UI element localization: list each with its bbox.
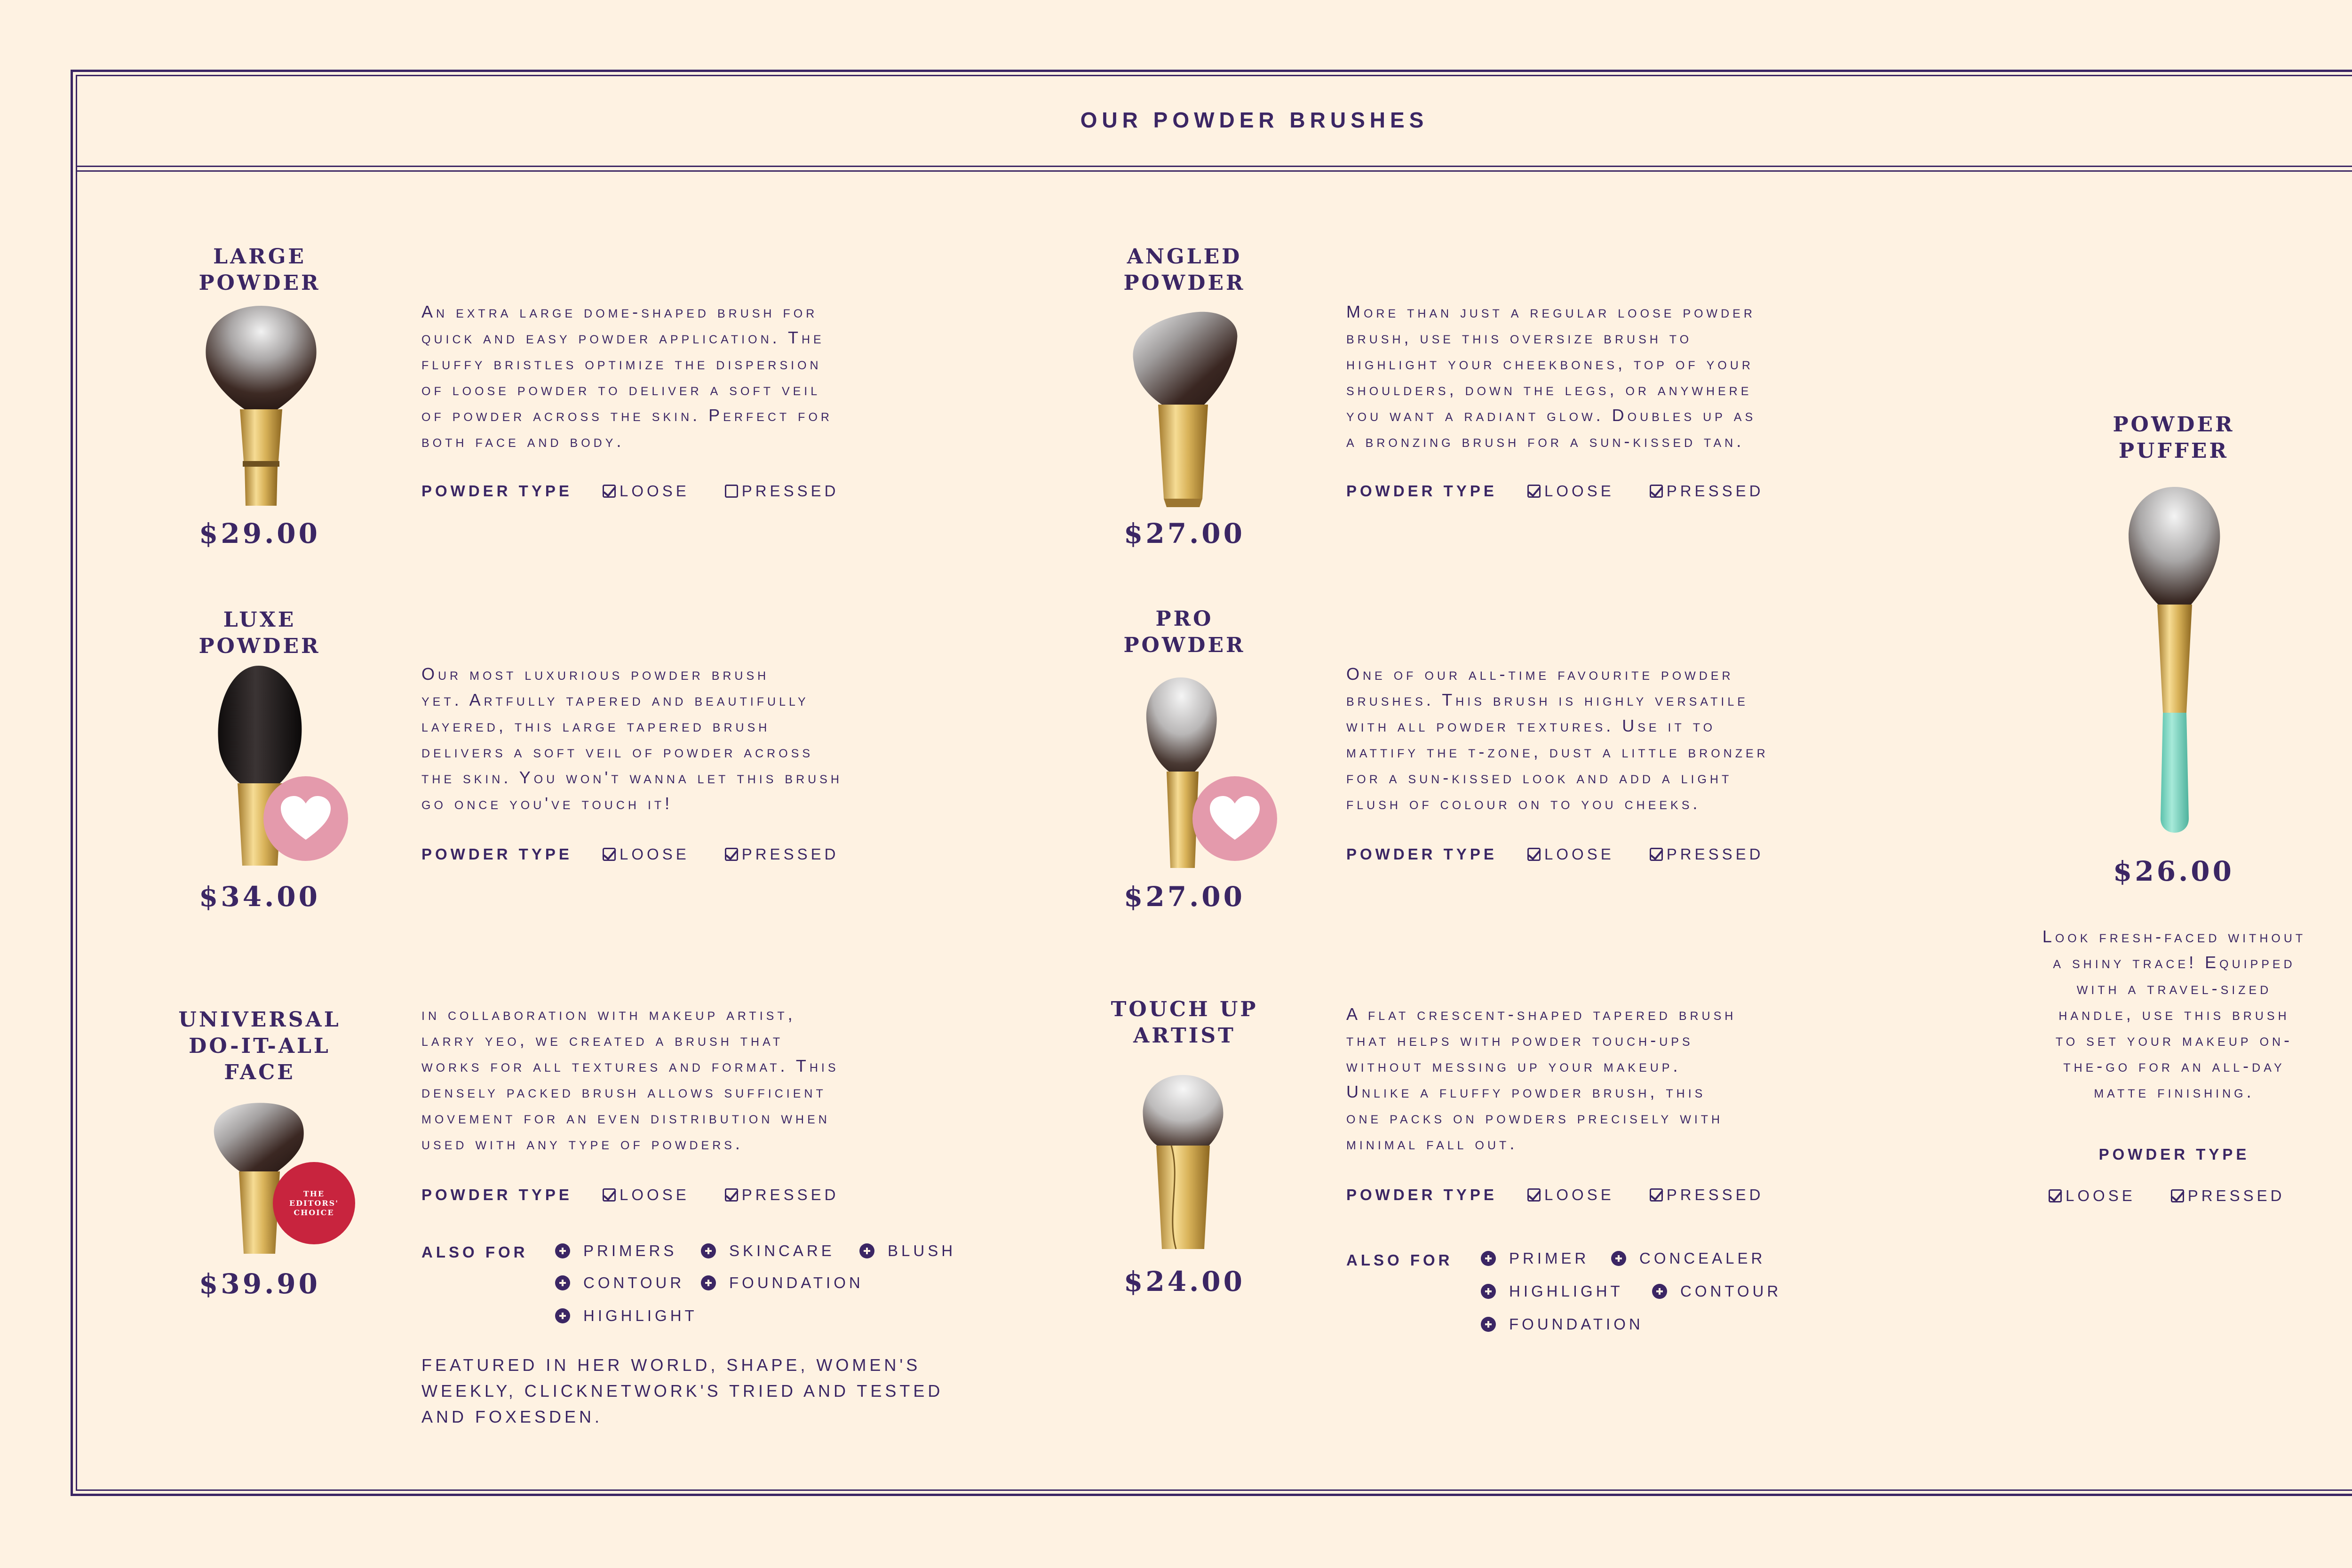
powder-type-label: POWDER TYPE [421, 482, 572, 500]
powder-type-label: POWDER TYPE [2098, 1146, 2250, 1163]
plus-circle-icon [701, 1275, 716, 1290]
header-divider-top [76, 166, 2352, 167]
plus-circle-icon [555, 1275, 570, 1290]
loose-option[interactable]: LOOSE [603, 1186, 690, 1204]
pressed-option[interactable]: PRESSED [1650, 1186, 1764, 1204]
also-for-item[interactable]: PRIMER [1481, 1250, 1589, 1267]
loose-option[interactable]: LOOSE [1527, 845, 1614, 863]
loose-option[interactable]: LOOSE [603, 482, 690, 500]
checkbox-checked-icon[interactable] [2049, 1189, 2062, 1202]
description-touch-up-artist: A flat crescent-shaped tapered brush that helps with powder touch-ups without messing up your makeup. Unlike a fluffy powder brush, this one packs on powders precisely with minimal fall out. [1346, 1004, 1737, 1153]
checkbox-checked-icon[interactable] [1527, 485, 1541, 498]
price-universal-do-it-all-face: $39.90 [199, 1268, 320, 1300]
checkbox-checked-icon[interactable] [1527, 1188, 1541, 1202]
also-for-item[interactable]: FOUNDATION [701, 1274, 864, 1292]
price-angled-powder: $27.00 [1124, 517, 1245, 549]
also-for-item[interactable]: CONTOUR [1652, 1282, 1781, 1300]
powder-type-row-angled-powder [1346, 481, 1799, 501]
featured-in-text: FEATURED IN HER WORLD, SHAPE, WOMEN'S WEEKLY, CLICKNETWORK'S TRIED AND TESTED AND FOXESDEN. [421, 1355, 944, 1426]
powder-type-row-large-powder [421, 481, 874, 501]
powder-type-row-powder-puffer [1981, 1144, 2352, 1165]
powder-type-row-touch-up-artist [1346, 1185, 1799, 1205]
price-large-powder: $29.00 [199, 517, 320, 549]
heart-icon [1209, 795, 1261, 842]
powder-type-label: POWDER TYPE [1346, 845, 1497, 863]
powder-type-row-luxe-powder [421, 844, 874, 865]
also-for-label: ALSO FOR [421, 1243, 528, 1261]
powder-type-row-pro-powder [1346, 844, 1799, 865]
checkbox-checked-icon[interactable] [2171, 1189, 2184, 1202]
also-for-item[interactable]: SKINCARE [701, 1242, 835, 1260]
powder-puffer-brush-image[interactable] [2125, 487, 2224, 835]
loose-option[interactable]: LOOSE [2049, 1187, 2136, 1205]
also-for-item[interactable]: PRIMERS [555, 1242, 677, 1260]
brush-name-touch-up-artist: TOUCH UP ARTIST [1111, 997, 1258, 1048]
plus-circle-icon [701, 1243, 716, 1258]
heart-icon [280, 795, 332, 842]
plus-circle-icon [555, 1308, 570, 1323]
angled-powder-brush-image[interactable] [1129, 310, 1242, 508]
plus-circle-icon [859, 1243, 874, 1258]
description-angled-powder: More than just a regular loose powder brush, use this oversize brush to highlight your cheekbones, top of your shoulders, down the legs, or anywhere you want a radiant glow. Doubles up as a bronzing brush for a sun-kissed tan. [1346, 302, 1756, 451]
loose-option[interactable]: LOOSE [1527, 1186, 1614, 1204]
plus-circle-icon [555, 1243, 570, 1258]
powder-type-label: POWDER TYPE [1346, 482, 1497, 500]
also-for-item[interactable]: BLUSH [859, 1242, 956, 1260]
powder-type-label: POWDER TYPE [421, 1186, 572, 1203]
checkbox-checked-icon[interactable] [1650, 485, 1663, 498]
editors-choice-badge-text: THE EDITORS' CHOICE [289, 1189, 339, 1217]
plus-circle-icon [1652, 1284, 1667, 1299]
checkbox-checked-icon[interactable] [603, 485, 616, 498]
pressed-option[interactable]: PRESSED [725, 845, 839, 863]
pressed-option[interactable]: PRESSED [1650, 845, 1764, 863]
page-title: OUR POWDER BRUSHES [1080, 108, 1429, 132]
touch-up-artist-brush-image[interactable] [1138, 1075, 1228, 1254]
checkbox-checked-icon[interactable] [725, 1188, 738, 1202]
also-for-item[interactable]: CONTOUR [555, 1274, 684, 1292]
checkbox-checked-icon[interactable] [1527, 848, 1541, 861]
pressed-option[interactable]: PRESSED [1650, 482, 1764, 500]
header-divider-bottom [76, 170, 2352, 172]
loose-option[interactable]: LOOSE [603, 845, 690, 863]
also-for-label: ALSO FOR [1346, 1251, 1453, 1269]
powder-type-label: POWDER TYPE [1346, 1186, 1497, 1203]
large-powder-brush-image[interactable] [198, 306, 325, 508]
pressed-option[interactable]: PRESSED [725, 482, 839, 500]
also-for-item[interactable]: HIGHLIGHT [1481, 1282, 1623, 1300]
checkbox-checked-icon[interactable] [603, 848, 616, 861]
checkbox-checked-icon[interactable] [1650, 848, 1663, 861]
brush-name-luxe-powder: LUXE POWDER [199, 608, 321, 658]
plus-circle-icon [1481, 1284, 1496, 1299]
checkbox-checked-icon[interactable] [603, 1188, 616, 1202]
customers-choice-badge [263, 776, 348, 861]
plus-circle-icon [1481, 1251, 1496, 1266]
checkbox-checked-icon[interactable] [725, 848, 738, 861]
description-powder-puffer: Look fresh-faced without a shiny trace! Equipped with a travel-sized handle, use this brush to set your makeup on- the-go for an all-day matte finishing. [2042, 927, 2306, 1101]
brush-name-universal-do-it-all-face: UNIVERSAL DO-IT-ALL FACE [178, 1008, 341, 1084]
brush-name-large-powder: LARGE POWDER [199, 245, 321, 295]
brush-name-angled-powder: ANGLED POWDER [1123, 245, 1246, 295]
description-universal-do-it-all-face: in collaboration with makeup artist, larry yeo, we created a brush that works for all textures and format. This densely packed brush allows sufficient movement for an even distribution when used with any type of powders. [421, 1004, 839, 1153]
price-touch-up-artist: $24.00 [1124, 1266, 1245, 1297]
customers-choice-badge [1192, 776, 1277, 861]
powder-type-options-powder-puffer [2049, 1186, 2320, 1206]
editors-choice-badge [273, 1162, 355, 1244]
also-for-item[interactable]: HIGHLIGHT [555, 1307, 698, 1325]
plus-circle-icon [1611, 1251, 1626, 1266]
pressed-option[interactable]: PRESSED [2171, 1187, 2285, 1205]
checkbox-unchecked-icon[interactable] [725, 485, 738, 498]
price-luxe-powder: $34.00 [199, 881, 320, 913]
description-pro-powder: One of our all-time favourite powder brushes. This brush is highly versatile with all powder textures. Use it to mattify the t-zone, dust a little bronzer for a sun-kissed look and add a light flush of colour on to you cheeks. [1346, 664, 1769, 813]
brush-name-pro-powder: PRO POWDER [1123, 607, 1246, 657]
description-luxe-powder: Our most luxurious powder brush yet. Artfully tapered and beautifully layered, this large tapered brush delivers a soft veil of powder across the skin. You won't wanna let this brush go once you've touch it! [421, 664, 842, 813]
powder-type-row-universal [421, 1185, 874, 1205]
price-pro-powder: $27.00 [1124, 881, 1245, 913]
price-powder-puffer: $26.00 [2113, 855, 2234, 887]
powder-type-label: POWDER TYPE [421, 845, 572, 863]
pressed-option[interactable]: PRESSED [725, 1186, 839, 1204]
plus-circle-icon [1481, 1317, 1496, 1332]
description-large-powder: An extra large dome-shaped brush for quick and easy powder application. The fluffy bristles optimize the dispersion of loose powder to deliver a soft veil of powder across the skin. Perfect for both face and body. [421, 302, 833, 451]
checkbox-checked-icon[interactable] [1650, 1188, 1663, 1202]
also-for-item[interactable]: FOUNDATION [1481, 1315, 1644, 1333]
brush-name-powder-puffer: POWDER PUFFER [2113, 413, 2235, 463]
loose-option[interactable]: LOOSE [1527, 482, 1614, 500]
also-for-item[interactable]: CONCEALER [1611, 1250, 1765, 1267]
